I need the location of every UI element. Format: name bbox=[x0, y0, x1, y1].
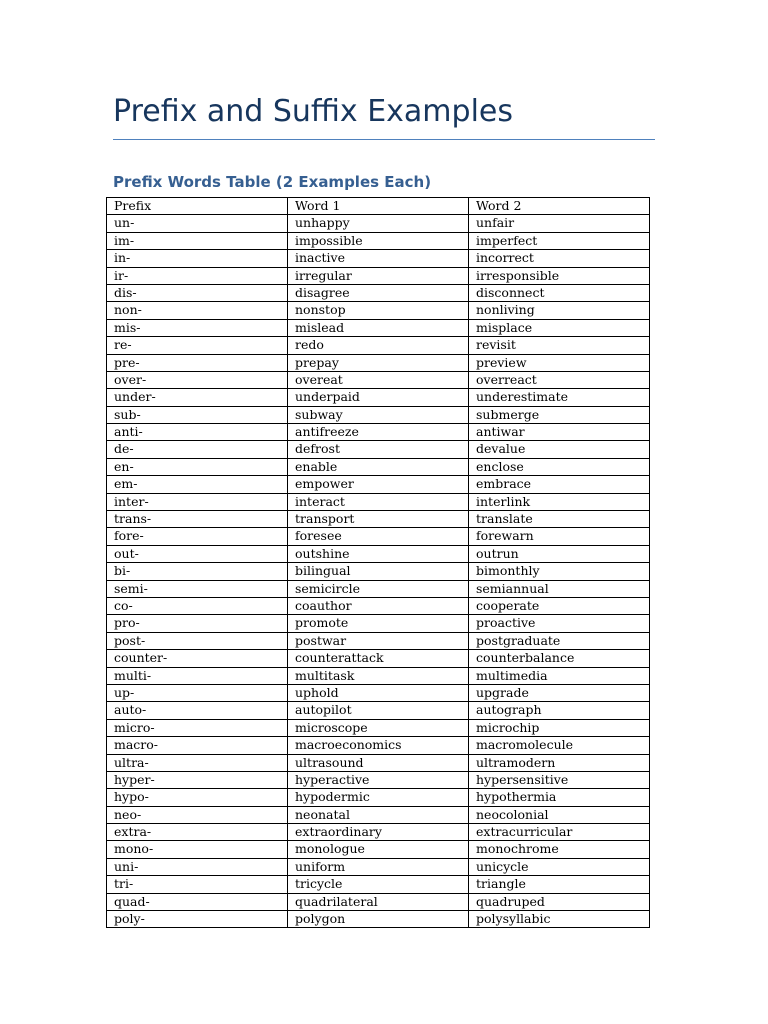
prefix-cell: up- bbox=[107, 684, 288, 701]
table-row bbox=[107, 267, 650, 284]
word-1-cell: coauthor bbox=[288, 597, 469, 614]
word-1-cell: antifreeze bbox=[288, 424, 469, 441]
prefix-cell: non- bbox=[107, 302, 288, 319]
word-1-cell: postwar bbox=[288, 632, 469, 649]
word-2-cell: antiwar bbox=[469, 424, 650, 441]
table-row bbox=[107, 893, 650, 910]
table-row bbox=[107, 371, 650, 388]
word-1-cell: tricycle bbox=[288, 876, 469, 893]
table-body bbox=[107, 215, 650, 928]
word-2-cell: upgrade bbox=[469, 684, 650, 701]
word-2-cell: hypersensitive bbox=[469, 771, 650, 788]
title-underline-rule bbox=[113, 139, 655, 140]
prefix-cell: fore- bbox=[107, 528, 288, 545]
table-row bbox=[107, 511, 650, 528]
word-2-cell: counterbalance bbox=[469, 650, 650, 667]
table-row bbox=[107, 319, 650, 336]
word-2-cell: semiannual bbox=[469, 580, 650, 597]
word-2-cell: multimedia bbox=[469, 667, 650, 684]
table-row bbox=[107, 528, 650, 545]
word-2-cell: devalue bbox=[469, 441, 650, 458]
prefix-cell: quad- bbox=[107, 893, 288, 910]
table-row bbox=[107, 858, 650, 875]
prefix-cell: im- bbox=[107, 232, 288, 249]
word-2-cell: microchip bbox=[469, 719, 650, 736]
word-1-cell: quadrilateral bbox=[288, 893, 469, 910]
word-2-cell: unicycle bbox=[469, 858, 650, 875]
prefix-cell: trans- bbox=[107, 511, 288, 528]
table-row bbox=[107, 354, 650, 371]
word-1-cell: ultrasound bbox=[288, 754, 469, 771]
table-row bbox=[107, 615, 650, 632]
table-header-row bbox=[107, 198, 650, 215]
word-2-cell: nonliving bbox=[469, 302, 650, 319]
word-2-cell: interlink bbox=[469, 493, 650, 510]
table-row bbox=[107, 824, 650, 841]
word-2-cell: proactive bbox=[469, 615, 650, 632]
prefix-cell: de- bbox=[107, 441, 288, 458]
word-2-cell: submerge bbox=[469, 406, 650, 423]
prefix-cell: under- bbox=[107, 389, 288, 406]
word-2-cell: underestimate bbox=[469, 389, 650, 406]
word-2-cell: revisit bbox=[469, 337, 650, 354]
table-row bbox=[107, 441, 650, 458]
prefix-cell: counter- bbox=[107, 650, 288, 667]
word-1-cell: unhappy bbox=[288, 215, 469, 232]
prefix-cell: hyper- bbox=[107, 771, 288, 788]
word-1-cell: redo bbox=[288, 337, 469, 354]
prefix-words-table bbox=[106, 197, 650, 928]
word-1-cell: empower bbox=[288, 476, 469, 493]
prefix-cell: sub- bbox=[107, 406, 288, 423]
word-2-cell: hypothermia bbox=[469, 789, 650, 806]
word-2-cell: autograph bbox=[469, 702, 650, 719]
word-1-cell: foresee bbox=[288, 528, 469, 545]
column-header-prefix: Prefix bbox=[107, 198, 288, 215]
prefix-cell: re- bbox=[107, 337, 288, 354]
word-1-cell: mislead bbox=[288, 319, 469, 336]
table-row bbox=[107, 771, 650, 788]
prefix-cell: hypo- bbox=[107, 789, 288, 806]
word-1-cell: disagree bbox=[288, 284, 469, 301]
word-2-cell: extracurricular bbox=[469, 824, 650, 841]
word-2-cell: embrace bbox=[469, 476, 650, 493]
section-heading: Prefix Words Table (2 Examples Each) bbox=[113, 173, 432, 191]
word-2-cell: postgraduate bbox=[469, 632, 650, 649]
word-2-cell: disconnect bbox=[469, 284, 650, 301]
table-row bbox=[107, 424, 650, 441]
table-row bbox=[107, 302, 650, 319]
prefix-cell: poly- bbox=[107, 911, 288, 928]
word-2-cell: ultramodern bbox=[469, 754, 650, 771]
prefix-cell: over- bbox=[107, 371, 288, 388]
word-1-cell: impossible bbox=[288, 232, 469, 249]
table-row bbox=[107, 337, 650, 354]
word-2-cell: misplace bbox=[469, 319, 650, 336]
prefix-cell: co- bbox=[107, 597, 288, 614]
word-1-cell: macroeconomics bbox=[288, 737, 469, 754]
word-2-cell: macromolecule bbox=[469, 737, 650, 754]
prefix-cell: auto- bbox=[107, 702, 288, 719]
table-row bbox=[107, 250, 650, 267]
table-row bbox=[107, 754, 650, 771]
word-1-cell: interact bbox=[288, 493, 469, 510]
word-1-cell: irregular bbox=[288, 267, 469, 284]
word-1-cell: polygon bbox=[288, 911, 469, 928]
word-2-cell: outrun bbox=[469, 545, 650, 562]
table-row bbox=[107, 284, 650, 301]
table-row bbox=[107, 650, 650, 667]
prefix-cell: pro- bbox=[107, 615, 288, 632]
prefix-cell: pre- bbox=[107, 354, 288, 371]
prefix-cell: dis- bbox=[107, 284, 288, 301]
word-1-cell: inactive bbox=[288, 250, 469, 267]
word-1-cell: prepay bbox=[288, 354, 469, 371]
prefix-cell: neo- bbox=[107, 806, 288, 823]
word-1-cell: hyperactive bbox=[288, 771, 469, 788]
word-1-cell: transport bbox=[288, 511, 469, 528]
word-2-cell: irresponsible bbox=[469, 267, 650, 284]
prefix-cell: mis- bbox=[107, 319, 288, 336]
word-1-cell: underpaid bbox=[288, 389, 469, 406]
word-2-cell: cooperate bbox=[469, 597, 650, 614]
prefix-cell: uni- bbox=[107, 858, 288, 875]
prefix-cell: em- bbox=[107, 476, 288, 493]
table-row bbox=[107, 911, 650, 928]
table-row bbox=[107, 806, 650, 823]
prefix-cell: mono- bbox=[107, 841, 288, 858]
table-row bbox=[107, 719, 650, 736]
word-2-cell: monochrome bbox=[469, 841, 650, 858]
prefix-cell: micro- bbox=[107, 719, 288, 736]
word-2-cell: neocolonial bbox=[469, 806, 650, 823]
word-1-cell: promote bbox=[288, 615, 469, 632]
word-2-cell: forewarn bbox=[469, 528, 650, 545]
word-1-cell: counterattack bbox=[288, 650, 469, 667]
column-header-word-2: Word 2 bbox=[469, 198, 650, 215]
word-2-cell: preview bbox=[469, 354, 650, 371]
prefix-cell: semi- bbox=[107, 580, 288, 597]
table-row bbox=[107, 476, 650, 493]
word-1-cell: overeat bbox=[288, 371, 469, 388]
table-row bbox=[107, 702, 650, 719]
prefix-cell: post- bbox=[107, 632, 288, 649]
table-row bbox=[107, 389, 650, 406]
table-row bbox=[107, 597, 650, 614]
prefix-cell: extra- bbox=[107, 824, 288, 841]
word-1-cell: outshine bbox=[288, 545, 469, 562]
table-row bbox=[107, 215, 650, 232]
table-row bbox=[107, 876, 650, 893]
prefix-cell: en- bbox=[107, 458, 288, 475]
word-2-cell: polysyllabic bbox=[469, 911, 650, 928]
table-row bbox=[107, 458, 650, 475]
table-row bbox=[107, 493, 650, 510]
word-1-cell: autopilot bbox=[288, 702, 469, 719]
prefix-cell: multi- bbox=[107, 667, 288, 684]
table-row bbox=[107, 632, 650, 649]
word-1-cell: multitask bbox=[288, 667, 469, 684]
word-1-cell: uphold bbox=[288, 684, 469, 701]
prefix-cell: out- bbox=[107, 545, 288, 562]
word-1-cell: neonatal bbox=[288, 806, 469, 823]
table-row bbox=[107, 684, 650, 701]
prefix-cell: un- bbox=[107, 215, 288, 232]
word-1-cell: bilingual bbox=[288, 563, 469, 580]
table-row bbox=[107, 580, 650, 597]
word-1-cell: microscope bbox=[288, 719, 469, 736]
prefix-cell: ultra- bbox=[107, 754, 288, 771]
word-2-cell: imperfect bbox=[469, 232, 650, 249]
word-2-cell: translate bbox=[469, 511, 650, 528]
prefix-cell: tri- bbox=[107, 876, 288, 893]
table-row bbox=[107, 789, 650, 806]
word-1-cell: nonstop bbox=[288, 302, 469, 319]
prefix-cell: ir- bbox=[107, 267, 288, 284]
table-row bbox=[107, 841, 650, 858]
word-2-cell: enclose bbox=[469, 458, 650, 475]
document-title: Prefix and Suffix Examples bbox=[113, 94, 513, 129]
word-2-cell: quadruped bbox=[469, 893, 650, 910]
word-2-cell: incorrect bbox=[469, 250, 650, 267]
word-2-cell: bimonthly bbox=[469, 563, 650, 580]
word-1-cell: hypodermic bbox=[288, 789, 469, 806]
table-row bbox=[107, 667, 650, 684]
prefix-cell: in- bbox=[107, 250, 288, 267]
table-row bbox=[107, 406, 650, 423]
table-row bbox=[107, 563, 650, 580]
prefix-cell: anti- bbox=[107, 424, 288, 441]
prefix-cell: macro- bbox=[107, 737, 288, 754]
word-1-cell: enable bbox=[288, 458, 469, 475]
column-header-word-1: Word 1 bbox=[288, 198, 469, 215]
table-row bbox=[107, 737, 650, 754]
word-2-cell: overreact bbox=[469, 371, 650, 388]
word-2-cell: unfair bbox=[469, 215, 650, 232]
prefix-cell: bi- bbox=[107, 563, 288, 580]
prefix-cell: inter- bbox=[107, 493, 288, 510]
word-1-cell: semicircle bbox=[288, 580, 469, 597]
table-row bbox=[107, 232, 650, 249]
word-1-cell: uniform bbox=[288, 858, 469, 875]
word-1-cell: subway bbox=[288, 406, 469, 423]
table-row bbox=[107, 545, 650, 562]
word-1-cell: extraordinary bbox=[288, 824, 469, 841]
word-1-cell: monologue bbox=[288, 841, 469, 858]
word-2-cell: triangle bbox=[469, 876, 650, 893]
word-1-cell: defrost bbox=[288, 441, 469, 458]
